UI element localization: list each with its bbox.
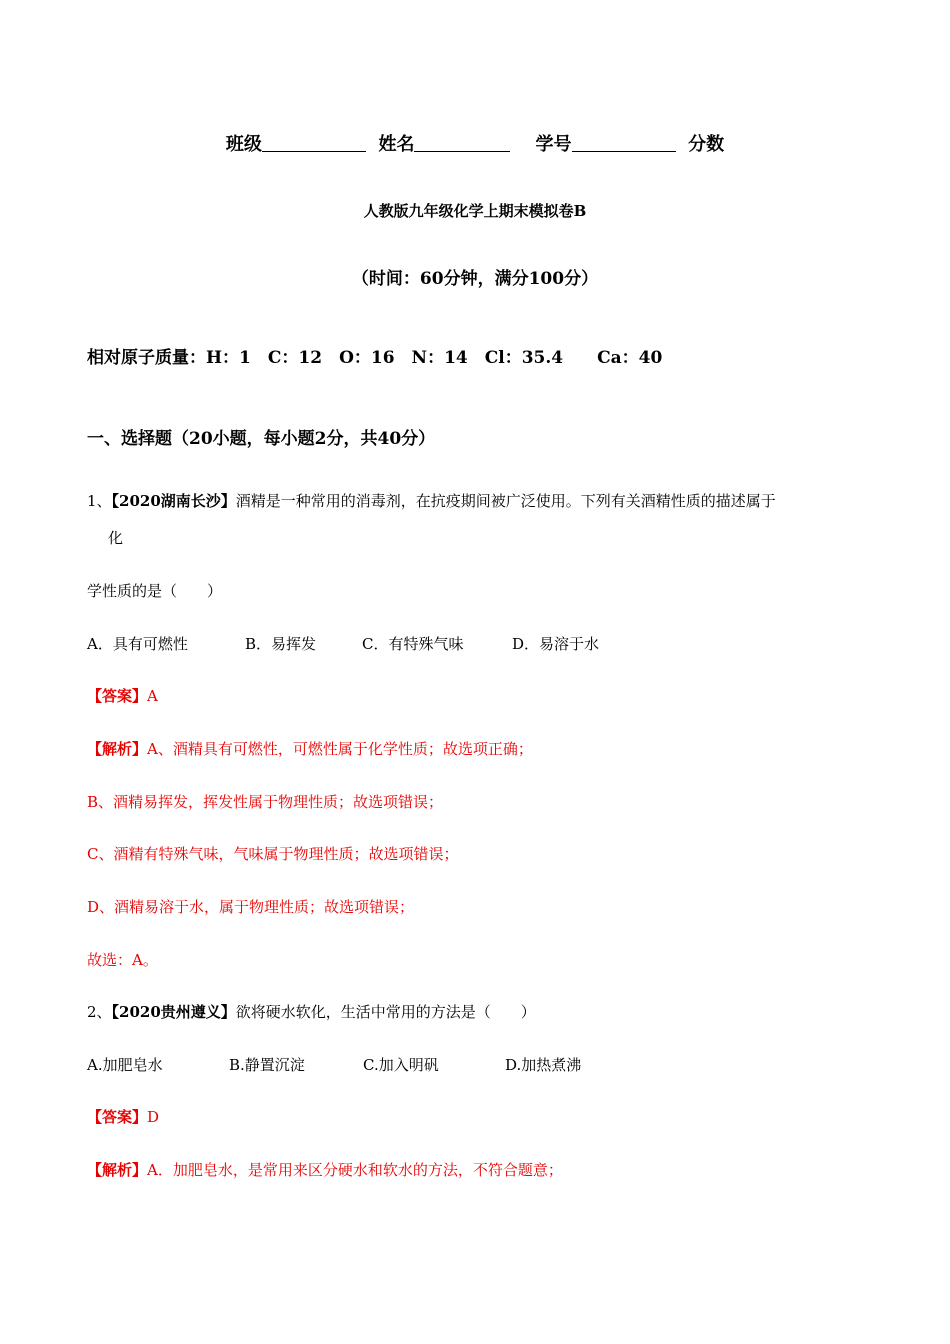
- q2-number: 2、: [87, 1003, 112, 1021]
- q1-answer-label: 【答案】: [87, 687, 148, 705]
- q1-stem-end: 学性质的是（ ）: [87, 582, 223, 600]
- student-id-label: 学号: [535, 134, 572, 155]
- q1-number: 1、: [87, 492, 112, 510]
- q2-option-b: B.静置沉淀: [229, 1056, 305, 1074]
- q2-analysis-label: 【解析】: [87, 1161, 148, 1179]
- q1-answer-value: A: [147, 687, 158, 705]
- q1-answer: [87, 685, 158, 706]
- q1-analysis: [87, 738, 533, 759]
- q1-analysis-line: C、酒精有特殊气味，气味属于物理性质；故选项错误；: [87, 845, 459, 863]
- exam-title: 人教版九年级化学上期末模拟卷B: [363, 202, 587, 220]
- q1-conclusion: 故选：A。: [87, 951, 158, 969]
- q1-options: [87, 633, 599, 654]
- q1-stem: [87, 490, 776, 511]
- q1-option-c: C．有特殊气味: [362, 635, 464, 653]
- q2-answer: [87, 1106, 159, 1127]
- q2-options: [87, 1054, 581, 1075]
- q1-stem-text: 酒精是一种常用的消毒剂，在抗疫期间被广泛使用。下列有关酒精性质的描述属于: [235, 492, 776, 510]
- q1-stem-wrap: 化: [108, 529, 124, 547]
- q1-option-a: A．具有可燃性: [87, 635, 188, 653]
- name-label: 姓名: [378, 134, 415, 155]
- q2-analysis: [87, 1159, 563, 1180]
- q1-source: 【2020湖南长沙】: [111, 492, 236, 510]
- q2-option-d: D.加热煮沸: [505, 1056, 582, 1074]
- q2-analysis-line: A．加肥皂水，是常用来区分硬水和软水的方法，不符合题意；: [147, 1161, 563, 1179]
- class-label: 班级: [225, 134, 262, 155]
- class-blank[interactable]: [262, 135, 366, 152]
- q1-analysis-line: A、酒精具有可燃性，可燃性属于化学性质；故选项正确；: [147, 740, 533, 758]
- score-label: 分数: [688, 134, 725, 155]
- section-heading: 一、选择题（20小题，每小题2分，共40分）: [87, 429, 436, 449]
- name-blank[interactable]: [414, 135, 510, 152]
- q2-stem-text: 欲将硬水软化，生活中常用的方法是（ ）: [235, 1003, 536, 1021]
- q1-analysis-line: B、酒精易挥发，挥发性属于物理性质；故选项错误；: [87, 793, 444, 811]
- exam-time-info: （时间：60分钟，满分100分）: [351, 269, 599, 289]
- q2-answer-label: 【答案】: [87, 1108, 148, 1126]
- q1-option-b: B．易挥发: [245, 635, 317, 653]
- student-info-header: [0, 130, 950, 156]
- q2-option-a: A.加肥皂水: [87, 1056, 163, 1074]
- student-id-blank[interactable]: [572, 135, 676, 152]
- q1-analysis-line: D、酒精易溶于水，属于物理性质；故选项错误；: [87, 898, 415, 916]
- q2-stem: [87, 1001, 536, 1022]
- q2-option-c: C.加入明矾: [363, 1056, 439, 1074]
- atomic-mass-line: 相对原子质量：H：1 C：12 O：16 N：14 Cl：35.4 Ca：40: [87, 348, 663, 368]
- q1-analysis-label: 【解析】: [87, 740, 148, 758]
- q2-answer-value: D: [147, 1108, 160, 1126]
- q1-option-d: D．易溶于水: [512, 635, 600, 653]
- q2-source: 【2020贵州遵义】: [111, 1003, 236, 1021]
